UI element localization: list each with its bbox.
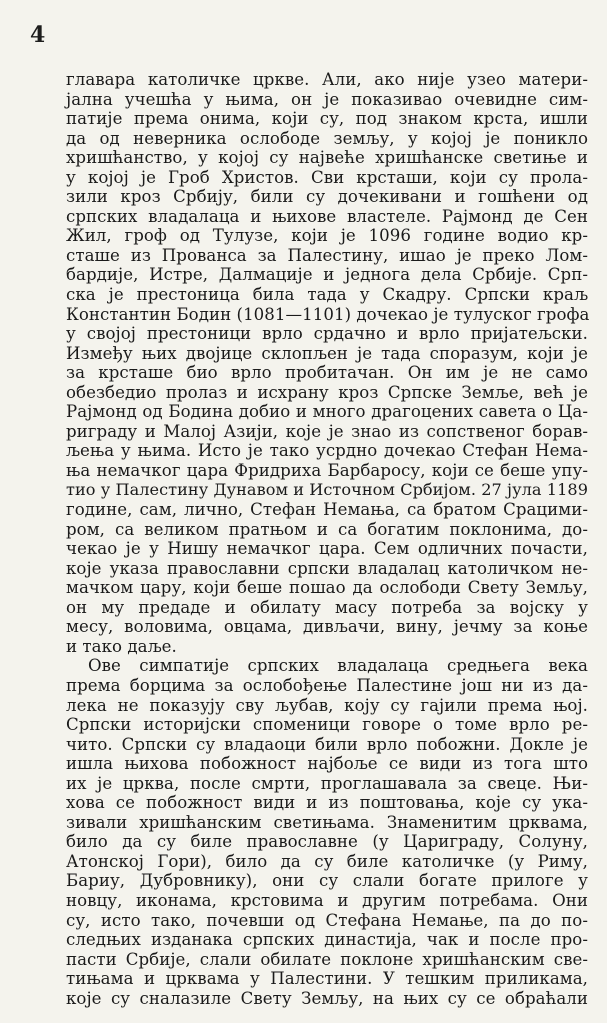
text-line: зили кроз Србију, били су дочекивани и гошћени од xyxy=(66,187,588,207)
text-line: их је црква, после смрти, проглашавала за свеце. Њи- xyxy=(66,773,588,793)
text-line: риграду и Малој Азији, које је знао из сопственог борав- xyxy=(66,421,588,441)
text-line: јална учешћа у њима, он је показивао очевидне сим- xyxy=(66,89,588,109)
text-line: месу, воловима, овцама, дивљачи, вину, јечму за коње xyxy=(66,617,588,637)
text-line: за крсташе био врло пробитачан. Он им је не само xyxy=(66,363,588,383)
text-line: Бариу, Дубровнику), они су слали богате прилоге у xyxy=(66,871,588,891)
text-line: ром, са великом пратњом и са богатим поклонима, до- xyxy=(66,519,588,539)
text-line: лека не показују сву љубав, коју су гајили према њој. xyxy=(66,695,588,715)
text-line: Између њих двојице склопљен је тада споразум, који је xyxy=(66,343,588,363)
text-line: било да су биле православне (у Цариграду, Солуну, xyxy=(66,832,588,852)
text-line: Српски историјски споменици говоре о томе врло ре- xyxy=(66,715,588,735)
text-line: чекао је у Нишу немачког цара. Сем одличних почасти, xyxy=(66,539,588,559)
text-line: хришћанство, у којој су највеће хришћанске светиње и xyxy=(66,148,588,168)
text-line: српских владалаца и њихове властеле. Рајмонд де Сен xyxy=(66,206,588,226)
text-line: године, сам, лично, Стефан Немања, са братом Срацими- xyxy=(66,500,588,520)
text-line: Рајмонд од Бодина добио и много драгоцених савета о Ца- xyxy=(66,402,588,422)
text-line: обезбедио пролаз и исхрану кроз Српске Земље, већ је xyxy=(66,382,588,402)
text-line: мачком цару, који беше пошао да ослободи Свету Земљу, xyxy=(66,578,588,598)
text-line: Атонској Гори), било да су биле католичке (у Риму, xyxy=(66,851,588,871)
page-number: 4 xyxy=(30,22,46,48)
text-line: патије према онима, који су, под знаком крста, ишли xyxy=(66,109,588,129)
text-line: Ове симпатије српских владалаца средњега века xyxy=(88,656,588,676)
text-line: следњих изданака српских династија, чак и после про- xyxy=(66,930,588,950)
text-line: пасти Србије, слали обилате поклоне хришћанским све- xyxy=(66,949,588,969)
text-line: тио у Палестину Дунавом и Источном Србијом. 27 јула 1189 xyxy=(66,480,588,500)
text-line: ска је престоница била тада у Скадру. Српски краљ xyxy=(66,285,588,305)
text-line: зивали хришћанским светињама. Знаменитим црквама, xyxy=(66,812,588,832)
text-line: ња немачког цара Фридриха Барбаросу, који се беше упу- xyxy=(66,460,588,480)
text-line: чито. Српски су владаоци били врло побожни. Докле је xyxy=(66,734,588,754)
text-line: он му предаде и обилату масу потреба за војску у xyxy=(66,597,588,617)
text-line: љења у њима. Исто је тако усрдно дочекао Стефан Нема- xyxy=(66,441,588,461)
text-line: у којој је Гроб Христов. Сви крсташи, који су прола- xyxy=(66,167,588,187)
text-line: новцу, иконама, крстовима и другим потребама. Они xyxy=(66,890,588,910)
text-line: су, исто тако, почевши од Стефана Немање, па до по- xyxy=(66,910,588,930)
text-line: које указа православни српски владалац католичком не- xyxy=(66,558,588,578)
text-line: бардије, Истре, Далмације и једнога дела Србије. Срп- xyxy=(66,265,588,285)
text-line: тињама и црквама у Палестини. У тешким приликама, xyxy=(66,969,588,989)
body-text xyxy=(66,70,588,1008)
text-line: хова се побожност види и из поштовања, које су ука- xyxy=(66,793,588,813)
text-line: у својој престоници врло срдачно и врло пријатељски. xyxy=(66,324,588,344)
text-line: да од неверника ослободе земљу, у којој је поникло xyxy=(66,128,588,148)
text-line: ишла њихова побожност најбоље се види из тога што xyxy=(66,754,588,774)
text-line: према борцима за ослобођење Палестине још ни из да- xyxy=(66,675,588,695)
text-line: Константин Бодин (1081—1101) дочекао је тулуског грофа xyxy=(66,304,590,324)
text-line: и тако даље. xyxy=(66,636,177,656)
text-line: Жил, гроф од Тулузе, који је 1096 године водио кр- xyxy=(66,226,588,246)
text-line: које су сналазиле Свету Земљу, на њих су се обраћали xyxy=(66,988,588,1008)
text-line: главара католичке цркве. Али, ако није узео матери- xyxy=(66,70,588,89)
text-line: сташе из Прованса за Палестину, ишао је преко Лом- xyxy=(66,245,588,265)
